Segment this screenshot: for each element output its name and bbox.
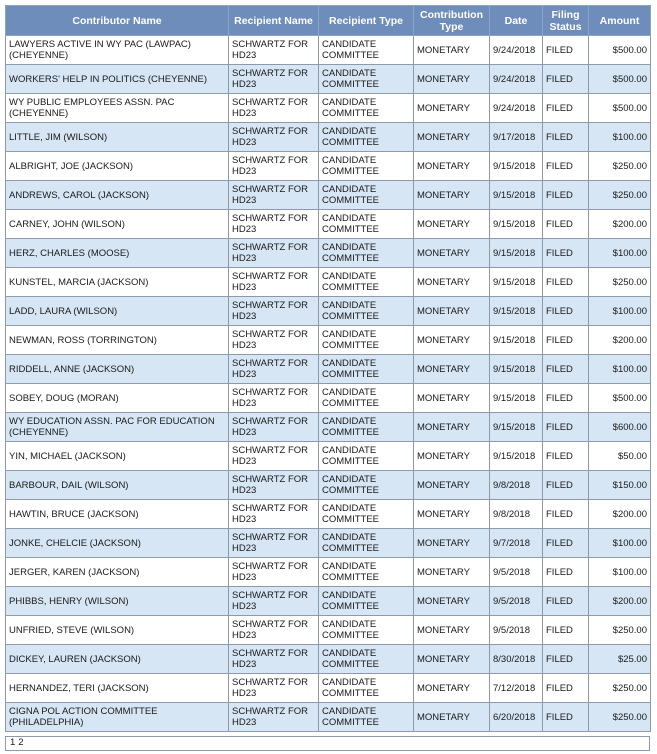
recipient-name-cell: SCHWARTZ FOR HD23 [229,703,319,732]
date-cell: 9/15/2018 [490,326,543,355]
recipient-type-cell: CANDIDATE COMMITTEE [319,355,414,384]
contribution-type-cell: MONETARY [414,413,490,442]
page-link-1[interactable]: 1 [10,737,16,748]
contribution-type-cell: MONETARY [414,123,490,152]
table-row [6,65,651,94]
table-row [6,181,651,210]
contribution-type-cell: MONETARY [414,94,490,123]
contribution-type-cell: MONETARY [414,355,490,384]
recipient-type-cell: CANDIDATE COMMITTEE [319,645,414,674]
recipient-type-cell: CANDIDATE COMMITTEE [319,616,414,645]
recipient-name-cell: SCHWARTZ FOR HD23 [229,471,319,500]
table-row [6,587,651,616]
date-cell: 7/12/2018 [490,674,543,703]
filing-status-cell: FILED [543,471,589,500]
date-cell: 9/5/2018 [490,558,543,587]
recipient-name-cell: SCHWARTZ FOR HD23 [229,65,319,94]
recipient-type-cell: CANDIDATE COMMITTEE [319,239,414,268]
pagination [5,736,650,751]
contributor-name-cell: HERNANDEZ, TERI (JACKSON) [6,674,229,703]
contributor-name-cell: WORKERS' HELP IN POLITICS (CHEYENNE) [6,65,229,94]
recipient-name-cell: SCHWARTZ FOR HD23 [229,36,319,65]
recipient-type-cell: CANDIDATE COMMITTEE [319,152,414,181]
filing-status-cell: FILED [543,413,589,442]
amount-cell: $250.00 [589,616,651,645]
date-cell: 9/5/2018 [490,587,543,616]
amount-cell: $100.00 [589,355,651,384]
date-cell: 9/24/2018 [490,36,543,65]
recipient-name-cell: SCHWARTZ FOR HD23 [229,268,319,297]
recipient-type-cell: CANDIDATE COMMITTEE [319,36,414,65]
amount-cell: $250.00 [589,152,651,181]
amount-cell: $500.00 [589,384,651,413]
amount-cell: $200.00 [589,326,651,355]
table-row [6,210,651,239]
table-row [6,355,651,384]
contribution-type-cell: MONETARY [414,297,490,326]
recipient-type-cell: CANDIDATE COMMITTEE [319,529,414,558]
table-row [6,471,651,500]
recipient-name-cell: SCHWARTZ FOR HD23 [229,355,319,384]
filing-status-cell: FILED [543,36,589,65]
contributor-name-cell: WY EDUCATION ASSN. PAC FOR EDUCATION (CHEYENNE) [6,413,229,442]
recipient-type-cell: CANDIDATE COMMITTEE [319,471,414,500]
recipient-type-cell: CANDIDATE COMMITTEE [319,442,414,471]
recipient-type-cell: CANDIDATE COMMITTEE [319,181,414,210]
contributor-name-cell: HERZ, CHARLES (MOOSE) [6,239,229,268]
page-link-2[interactable]: 2 [18,737,24,748]
date-cell: 9/7/2018 [490,529,543,558]
contributor-name-cell: PHIBBS, HENRY (WILSON) [6,587,229,616]
header-date[interactable]: Date [490,6,543,36]
contributor-name-cell: ALBRIGHT, JOE (JACKSON) [6,152,229,181]
filing-status-cell: FILED [543,123,589,152]
header-contributor-name[interactable]: Contributor Name [6,6,229,36]
contributor-name-cell: CIGNA POL ACTION COMMITTEE (PHILADELPHIA) [6,703,229,732]
recipient-name-cell: SCHWARTZ FOR HD23 [229,674,319,703]
recipient-type-cell: CANDIDATE COMMITTEE [319,500,414,529]
contribution-type-cell: MONETARY [414,616,490,645]
recipient-name-cell: SCHWARTZ FOR HD23 [229,384,319,413]
contributor-name-cell: BARBOUR, DAIL (WILSON) [6,471,229,500]
table-row [6,674,651,703]
recipient-name-cell: SCHWARTZ FOR HD23 [229,413,319,442]
date-cell: 8/30/2018 [490,645,543,674]
recipient-name-cell: SCHWARTZ FOR HD23 [229,616,319,645]
date-cell: 9/8/2018 [490,471,543,500]
amount-cell: $500.00 [589,65,651,94]
table-row [6,239,651,268]
contribution-type-cell: MONETARY [414,181,490,210]
amount-cell: $100.00 [589,529,651,558]
date-cell: 9/8/2018 [490,500,543,529]
date-cell: 9/5/2018 [490,616,543,645]
contributor-name-cell: NEWMAN, ROSS (TORRINGTON) [6,326,229,355]
date-cell: 9/15/2018 [490,442,543,471]
amount-cell: $500.00 [589,36,651,65]
table-row [6,442,651,471]
contributor-name-cell: KUNSTEL, MARCIA (JACKSON) [6,268,229,297]
recipient-type-cell: CANDIDATE COMMITTEE [319,587,414,616]
contribution-type-cell: MONETARY [414,674,490,703]
recipient-name-cell: SCHWARTZ FOR HD23 [229,587,319,616]
recipient-name-cell: SCHWARTZ FOR HD23 [229,181,319,210]
recipient-name-cell: SCHWARTZ FOR HD23 [229,297,319,326]
table-row [6,703,651,732]
amount-cell: $250.00 [589,268,651,297]
date-cell: 9/24/2018 [490,94,543,123]
amount-cell: $200.00 [589,500,651,529]
contribution-type-cell: MONETARY [414,645,490,674]
amount-cell: $50.00 [589,442,651,471]
table-row [6,558,651,587]
amount-cell: $250.00 [589,181,651,210]
filing-status-cell: FILED [543,268,589,297]
amount-cell: $200.00 [589,210,651,239]
table-row [6,384,651,413]
contributor-name-cell: UNFRIED, STEVE (WILSON) [6,616,229,645]
table-row [6,326,651,355]
amount-cell: $200.00 [589,587,651,616]
contribution-type-cell: MONETARY [414,442,490,471]
table-row [6,268,651,297]
filing-status-cell: FILED [543,152,589,181]
contributor-name-cell: RIDDELL, ANNE (JACKSON) [6,355,229,384]
recipient-type-cell: CANDIDATE COMMITTEE [319,123,414,152]
recipient-name-cell: SCHWARTZ FOR HD23 [229,152,319,181]
filing-status-cell: FILED [543,645,589,674]
date-cell: 9/15/2018 [490,384,543,413]
date-cell: 6/20/2018 [490,703,543,732]
contribution-type-cell: MONETARY [414,384,490,413]
header-recipient-name[interactable]: Recipient Name [229,6,319,36]
filing-status-cell: FILED [543,500,589,529]
header-contribution-type[interactable]: Contribution Type [414,6,490,36]
contribution-type-cell: MONETARY [414,500,490,529]
table-row [6,36,651,65]
recipient-type-cell: CANDIDATE COMMITTEE [319,413,414,442]
contributor-name-cell: JERGER, KAREN (JACKSON) [6,558,229,587]
recipient-name-cell: SCHWARTZ FOR HD23 [229,210,319,239]
table-row [6,529,651,558]
filing-status-cell: FILED [543,529,589,558]
amount-cell: $600.00 [589,413,651,442]
recipient-type-cell: CANDIDATE COMMITTEE [319,268,414,297]
date-cell: 9/15/2018 [490,268,543,297]
filing-status-cell: FILED [543,384,589,413]
amount-cell: $250.00 [589,703,651,732]
contributor-name-cell: HAWTIN, BRUCE (JACKSON) [6,500,229,529]
table-row [6,297,651,326]
amount-cell: $500.00 [589,94,651,123]
recipient-name-cell: SCHWARTZ FOR HD23 [229,442,319,471]
recipient-type-cell: CANDIDATE COMMITTEE [319,297,414,326]
filing-status-cell: FILED [543,297,589,326]
date-cell: 9/15/2018 [490,355,543,384]
contributor-name-cell: LITTLE, JIM (WILSON) [6,123,229,152]
table-row [6,123,651,152]
contribution-type-cell: MONETARY [414,210,490,239]
date-cell: 9/15/2018 [490,181,543,210]
contribution-type-cell: MONETARY [414,36,490,65]
date-cell: 9/15/2018 [490,239,543,268]
table-row [6,500,651,529]
filing-status-cell: FILED [543,65,589,94]
date-cell: 9/15/2018 [490,152,543,181]
contributor-name-cell: LAWYERS ACTIVE IN WY PAC (LAWPAC) (CHEYENNE) [6,36,229,65]
date-cell: 9/15/2018 [490,297,543,326]
recipient-type-cell: CANDIDATE COMMITTEE [319,674,414,703]
filing-status-cell: FILED [543,355,589,384]
amount-cell: $150.00 [589,471,651,500]
contributor-name-cell: CARNEY, JOHN (WILSON) [6,210,229,239]
contributions-table [5,5,651,732]
amount-cell: $100.00 [589,123,651,152]
contributor-name-cell: JONKE, CHELCIE (JACKSON) [6,529,229,558]
table-row [6,616,651,645]
table-row [6,152,651,181]
table-row [6,645,651,674]
contributor-name-cell: DICKEY, LAUREN (JACKSON) [6,645,229,674]
recipient-type-cell: CANDIDATE COMMITTEE [319,558,414,587]
contribution-type-cell: MONETARY [414,587,490,616]
header-filing-status[interactable]: Filing Status [543,6,589,36]
contribution-type-cell: MONETARY [414,529,490,558]
filing-status-cell: FILED [543,442,589,471]
recipient-name-cell: SCHWARTZ FOR HD23 [229,326,319,355]
filing-status-cell: FILED [543,210,589,239]
recipient-type-cell: CANDIDATE COMMITTEE [319,210,414,239]
date-cell: 9/17/2018 [490,123,543,152]
contribution-type-cell: MONETARY [414,703,490,732]
table-header-row [6,6,651,36]
header-amount[interactable]: Amount [589,6,651,36]
contribution-type-cell: MONETARY [414,152,490,181]
filing-status-cell: FILED [543,181,589,210]
contributor-name-cell: SOBEY, DOUG (MORAN) [6,384,229,413]
date-cell: 9/15/2018 [490,413,543,442]
recipient-name-cell: SCHWARTZ FOR HD23 [229,239,319,268]
contributor-name-cell: YIN, MICHAEL (JACKSON) [6,442,229,471]
contribution-type-cell: MONETARY [414,326,490,355]
contributor-name-cell: WY PUBLIC EMPLOYEES ASSN. PAC (CHEYENNE) [6,94,229,123]
recipient-type-cell: CANDIDATE COMMITTEE [319,326,414,355]
table-row [6,413,651,442]
filing-status-cell: FILED [543,587,589,616]
date-cell: 9/24/2018 [490,65,543,94]
filing-status-cell: FILED [543,326,589,355]
table-row [6,94,651,123]
contribution-type-cell: MONETARY [414,239,490,268]
contribution-type-cell: MONETARY [414,471,490,500]
recipient-type-cell: CANDIDATE COMMITTEE [319,94,414,123]
contribution-type-cell: MONETARY [414,558,490,587]
filing-status-cell: FILED [543,674,589,703]
recipient-name-cell: SCHWARTZ FOR HD23 [229,645,319,674]
header-recipient-type[interactable]: Recipient Type [319,6,414,36]
amount-cell: $100.00 [589,558,651,587]
amount-cell: $100.00 [589,297,651,326]
contributor-name-cell: ANDREWS, CAROL (JACKSON) [6,181,229,210]
filing-status-cell: FILED [543,558,589,587]
recipient-type-cell: CANDIDATE COMMITTEE [319,384,414,413]
recipient-name-cell: SCHWARTZ FOR HD23 [229,558,319,587]
filing-status-cell: FILED [543,239,589,268]
recipient-type-cell: CANDIDATE COMMITTEE [319,703,414,732]
filing-status-cell: FILED [543,703,589,732]
filing-status-cell: FILED [543,616,589,645]
recipient-name-cell: SCHWARTZ FOR HD23 [229,123,319,152]
recipient-name-cell: SCHWARTZ FOR HD23 [229,500,319,529]
contribution-type-cell: MONETARY [414,268,490,297]
date-cell: 9/15/2018 [490,210,543,239]
contributor-name-cell: LADD, LAURA (WILSON) [6,297,229,326]
amount-cell: $25.00 [589,645,651,674]
recipient-name-cell: SCHWARTZ FOR HD23 [229,94,319,123]
filing-status-cell: FILED [543,94,589,123]
amount-cell: $100.00 [589,239,651,268]
recipient-type-cell: CANDIDATE COMMITTEE [319,65,414,94]
recipient-name-cell: SCHWARTZ FOR HD23 [229,529,319,558]
amount-cell: $250.00 [589,674,651,703]
contribution-type-cell: MONETARY [414,65,490,94]
